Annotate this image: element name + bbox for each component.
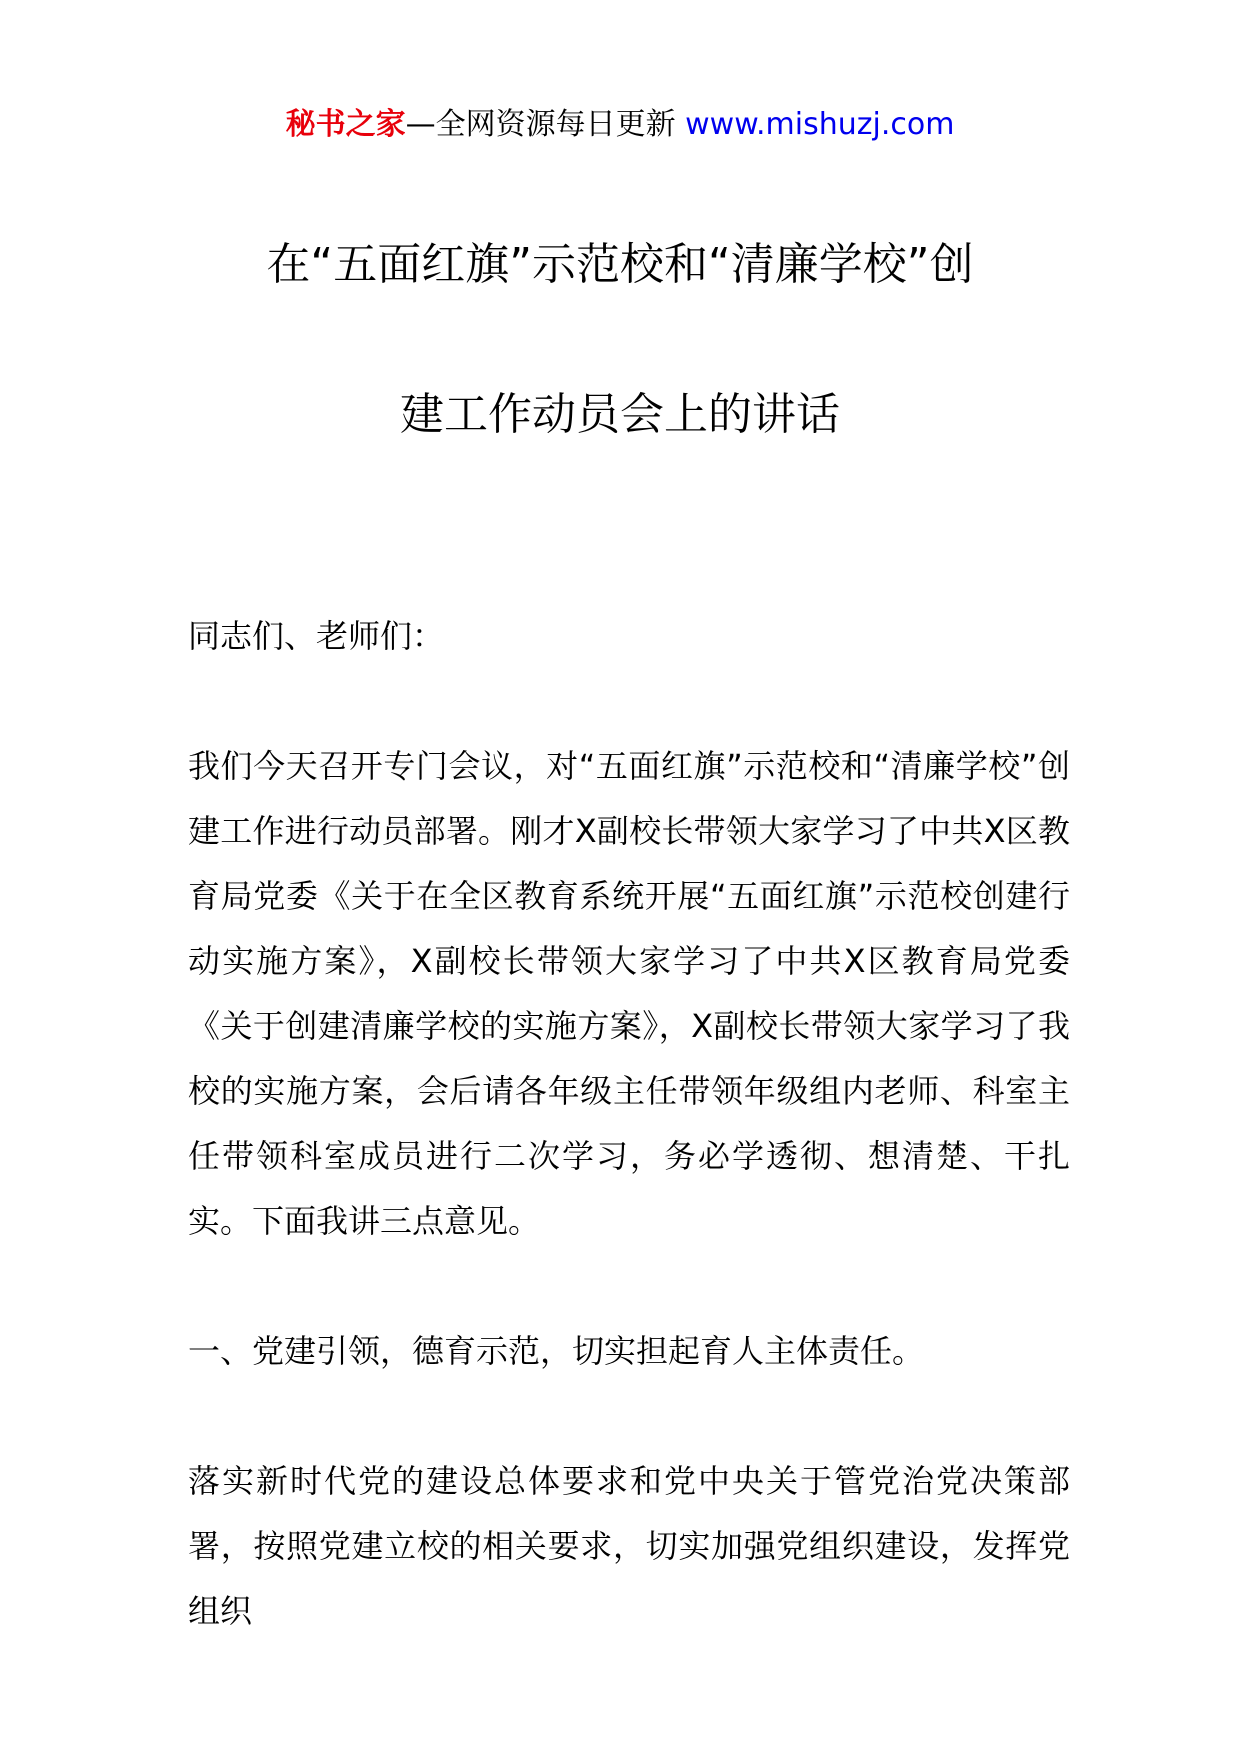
- document-title-line-2: 建工作动员会上的讲话: [400, 389, 840, 440]
- document-title: [150, 190, 1090, 490]
- paragraph-spacer: [188, 1254, 1070, 1319]
- header-slogan: —全网资源每日更新: [405, 107, 686, 142]
- paragraph-spacer: [188, 669, 1070, 734]
- section-heading-1: 一、党建引领，德育示范，切实担起育人主体责任。: [188, 1332, 925, 1370]
- header-url-link[interactable]: www.mishuzj.com: [685, 107, 955, 142]
- paragraph-section-1: 落实新时代党的建设总体要求和党中央关于管党治党决策部署，按照党建立校的相关要求，切实加强党组织建设，发挥党组织: [188, 1462, 1070, 1630]
- document-title-line-1: 在“五面红旗”示范校和“清廉学校”创: [266, 239, 974, 290]
- watermark-header: [0, 98, 1240, 152]
- greeting: 同志们、老师们：: [188, 617, 445, 655]
- document-body: [188, 604, 1070, 1644]
- paragraph-spacer: [188, 1384, 1070, 1449]
- paragraph-intro: 我们今天召开专门会议，对“五面红旗”示范校和“清廉学校”创建工作进行动员部署。刚才X副校长带领大家学习了中共X区教育局党委《关于在全区教育系统开展“五面红旗”示范校创建行动实施方案》，X副校长带领大家学习了中共X区教育局党委《关于创建清廉学校的实施方案》，X副校长带领大家学习了我校的实施方案，会后请各年级主任带领年级组内老师、科室主任带领科室成员进行二次学习，务必学透彻、想清楚、干扎实。下面我讲三点意见。: [188, 747, 1070, 1240]
- brand-name: 秘书之家: [285, 107, 406, 142]
